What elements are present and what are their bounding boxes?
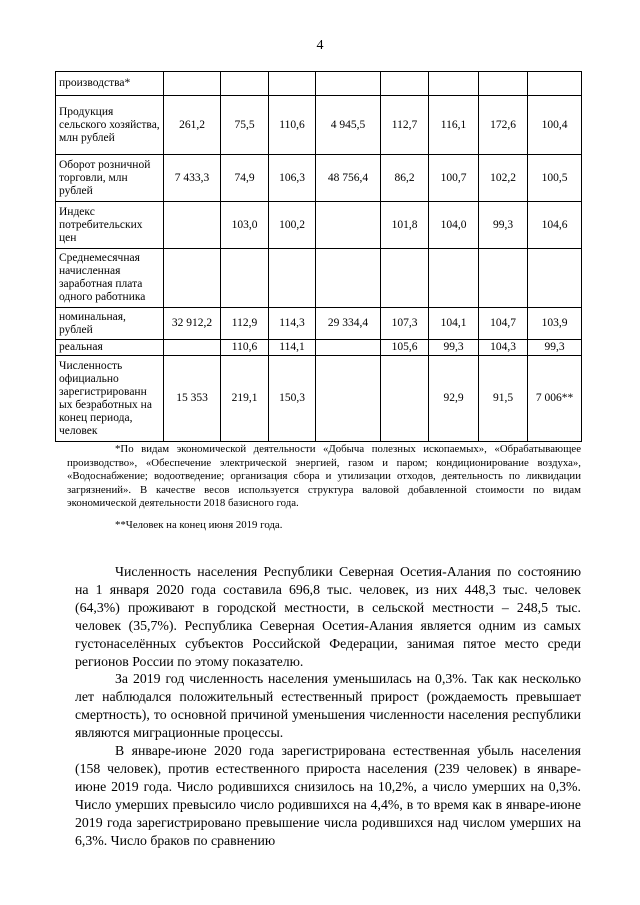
table-cell: 99,3 <box>479 202 528 249</box>
table-cell <box>381 72 429 96</box>
paragraph-natural-change: В январе-июне 2020 года зарегистрирована естественная убыль населения (158 человек), против естественного прироста населения (239 человек) в январе-июне 2019 года. Число родившихся снизилось на 10,2%, а число умерших на 0,3%. Число умерших превысило число родившихся на 4,4%, в то время как в январе-июне 2019 года зарегистрировано превышение числа родившихся над числом умерших на 6,3%. Число браков по сравнению <box>75 743 581 848</box>
table-cell <box>164 340 221 356</box>
row-label: Продукция сельского хозяйства, млн рублей <box>56 96 164 155</box>
table-cell: 99,3 <box>429 340 479 356</box>
table-cell <box>164 202 221 249</box>
table-row <box>56 340 582 356</box>
table-row <box>56 356 582 442</box>
table-cell: 107,3 <box>381 308 429 340</box>
table-row <box>56 308 582 340</box>
row-label: производства* <box>56 72 164 96</box>
table-cell: 103,0 <box>221 202 269 249</box>
table-cell: 99,3 <box>528 340 582 356</box>
table-cell: 261,2 <box>164 96 221 155</box>
statistics-table <box>55 71 582 442</box>
table-cell: 104,0 <box>429 202 479 249</box>
row-label: Оборот розничной торговли, млн рублей <box>56 155 164 202</box>
table-cell: 103,9 <box>528 308 582 340</box>
table-cell <box>316 202 381 249</box>
table-cell: 101,8 <box>381 202 429 249</box>
table-cell <box>381 249 429 308</box>
table-cell <box>528 72 582 96</box>
row-label: реальная <box>56 340 164 356</box>
row-label: Среднемесячная начисленная заработная плата одного работника <box>56 249 164 308</box>
row-label: Численность официально зарегистрированн ых безработных на конец периода, человек <box>56 356 164 442</box>
table-row <box>56 96 582 155</box>
table-cell: 92,9 <box>429 356 479 442</box>
table-cell: 150,3 <box>269 356 316 442</box>
table-cell: 112,7 <box>381 96 429 155</box>
table-cell <box>316 356 381 442</box>
table-cell <box>269 249 316 308</box>
row-label: Индекс потребительских цен <box>56 202 164 249</box>
table-cell: 100,7 <box>429 155 479 202</box>
footnote-unemployed: **Человек на конец июня 2019 года. <box>115 518 283 531</box>
table-cell: 48 756,4 <box>316 155 381 202</box>
page-number: 4 <box>316 38 324 53</box>
table-cell <box>164 249 221 308</box>
table-cell: 104,7 <box>479 308 528 340</box>
table-cell <box>429 72 479 96</box>
table-cell: 172,6 <box>479 96 528 155</box>
table-cell: 114,3 <box>269 308 316 340</box>
table-cell: 86,2 <box>381 155 429 202</box>
table-cell: 110,6 <box>221 340 269 356</box>
table-cell: 29 334,4 <box>316 308 381 340</box>
body-text <box>75 563 581 850</box>
table-cell: 7 006** <box>528 356 582 442</box>
table-cell <box>316 249 381 308</box>
table-cell: 116,1 <box>429 96 479 155</box>
table-cell: 110,6 <box>269 96 316 155</box>
table-cell: 104,6 <box>528 202 582 249</box>
table-footnotes <box>67 443 581 533</box>
table-cell <box>528 249 582 308</box>
table-cell: 106,3 <box>269 155 316 202</box>
paragraph-population: Численность населения Республики Северная Осетия-Алания по состоянию на 1 января 2020 года составила 696,8 тыс. человек, из них 448,3 тыс. человек (64,3%) проживают в городской местности, в сельской местности – 248,5 тыс. человек (35,7%). Республика Северная Осетия-Алания является одним из самых густонаселённых субъектов Российской Федерации, занимая пятое место среди регионов России по этому показателю. <box>75 564 581 669</box>
table-cell: 7 433,3 <box>164 155 221 202</box>
table-row <box>56 72 582 96</box>
table-cell: 112,9 <box>221 308 269 340</box>
table-row <box>56 155 582 202</box>
table-cell <box>429 249 479 308</box>
table-cell: 102,2 <box>479 155 528 202</box>
table-cell: 104,3 <box>479 340 528 356</box>
table-cell <box>221 249 269 308</box>
table-cell: 74,9 <box>221 155 269 202</box>
table-cell: 104,1 <box>429 308 479 340</box>
table-cell: 114,1 <box>269 340 316 356</box>
table-cell: 219,1 <box>221 356 269 442</box>
paragraph-population-change: За 2019 год численность населения уменьшилась на 0,3%. Так как несколько лет наблюдался положительный естественный прирост (рождаемость превышает смертность), то основной причиной уменьшения численности населения республики являются миграционные процессы. <box>75 671 581 741</box>
row-label: номинальная, рублей <box>56 308 164 340</box>
table-cell: 105,6 <box>381 340 429 356</box>
table-cell <box>164 72 221 96</box>
table-cell: 15 353 <box>164 356 221 442</box>
table-cell <box>316 72 381 96</box>
table-cell: 4 945,5 <box>316 96 381 155</box>
table-cell: 75,5 <box>221 96 269 155</box>
table-cell: 100,4 <box>528 96 582 155</box>
table-row <box>56 202 582 249</box>
table-cell: 100,2 <box>269 202 316 249</box>
table-cell <box>221 72 269 96</box>
table-cell <box>269 72 316 96</box>
table-cell: 91,5 <box>479 356 528 442</box>
table-cell <box>479 249 528 308</box>
table-cell <box>381 356 429 442</box>
table-cell <box>479 72 528 96</box>
table-cell: 100,5 <box>528 155 582 202</box>
table-cell: 32 912,2 <box>164 308 221 340</box>
table-cell <box>316 340 381 356</box>
footnote-activities: *По видам экономической деятельности «Добыча полезных ископаемых», «Обрабатывающее производство», «Обеспечение электрической энергией, газом и паром; кондиционирование воздуха», «Водоснабжение; водоотведение; организация сбора и утилизации отходов, деятельность по ликвидации загрязнений». В качестве весов используется структура валовой добавленной стоимости по видам экономической деятельности 2018 базисного года. <box>67 443 581 510</box>
table-row <box>56 249 582 308</box>
